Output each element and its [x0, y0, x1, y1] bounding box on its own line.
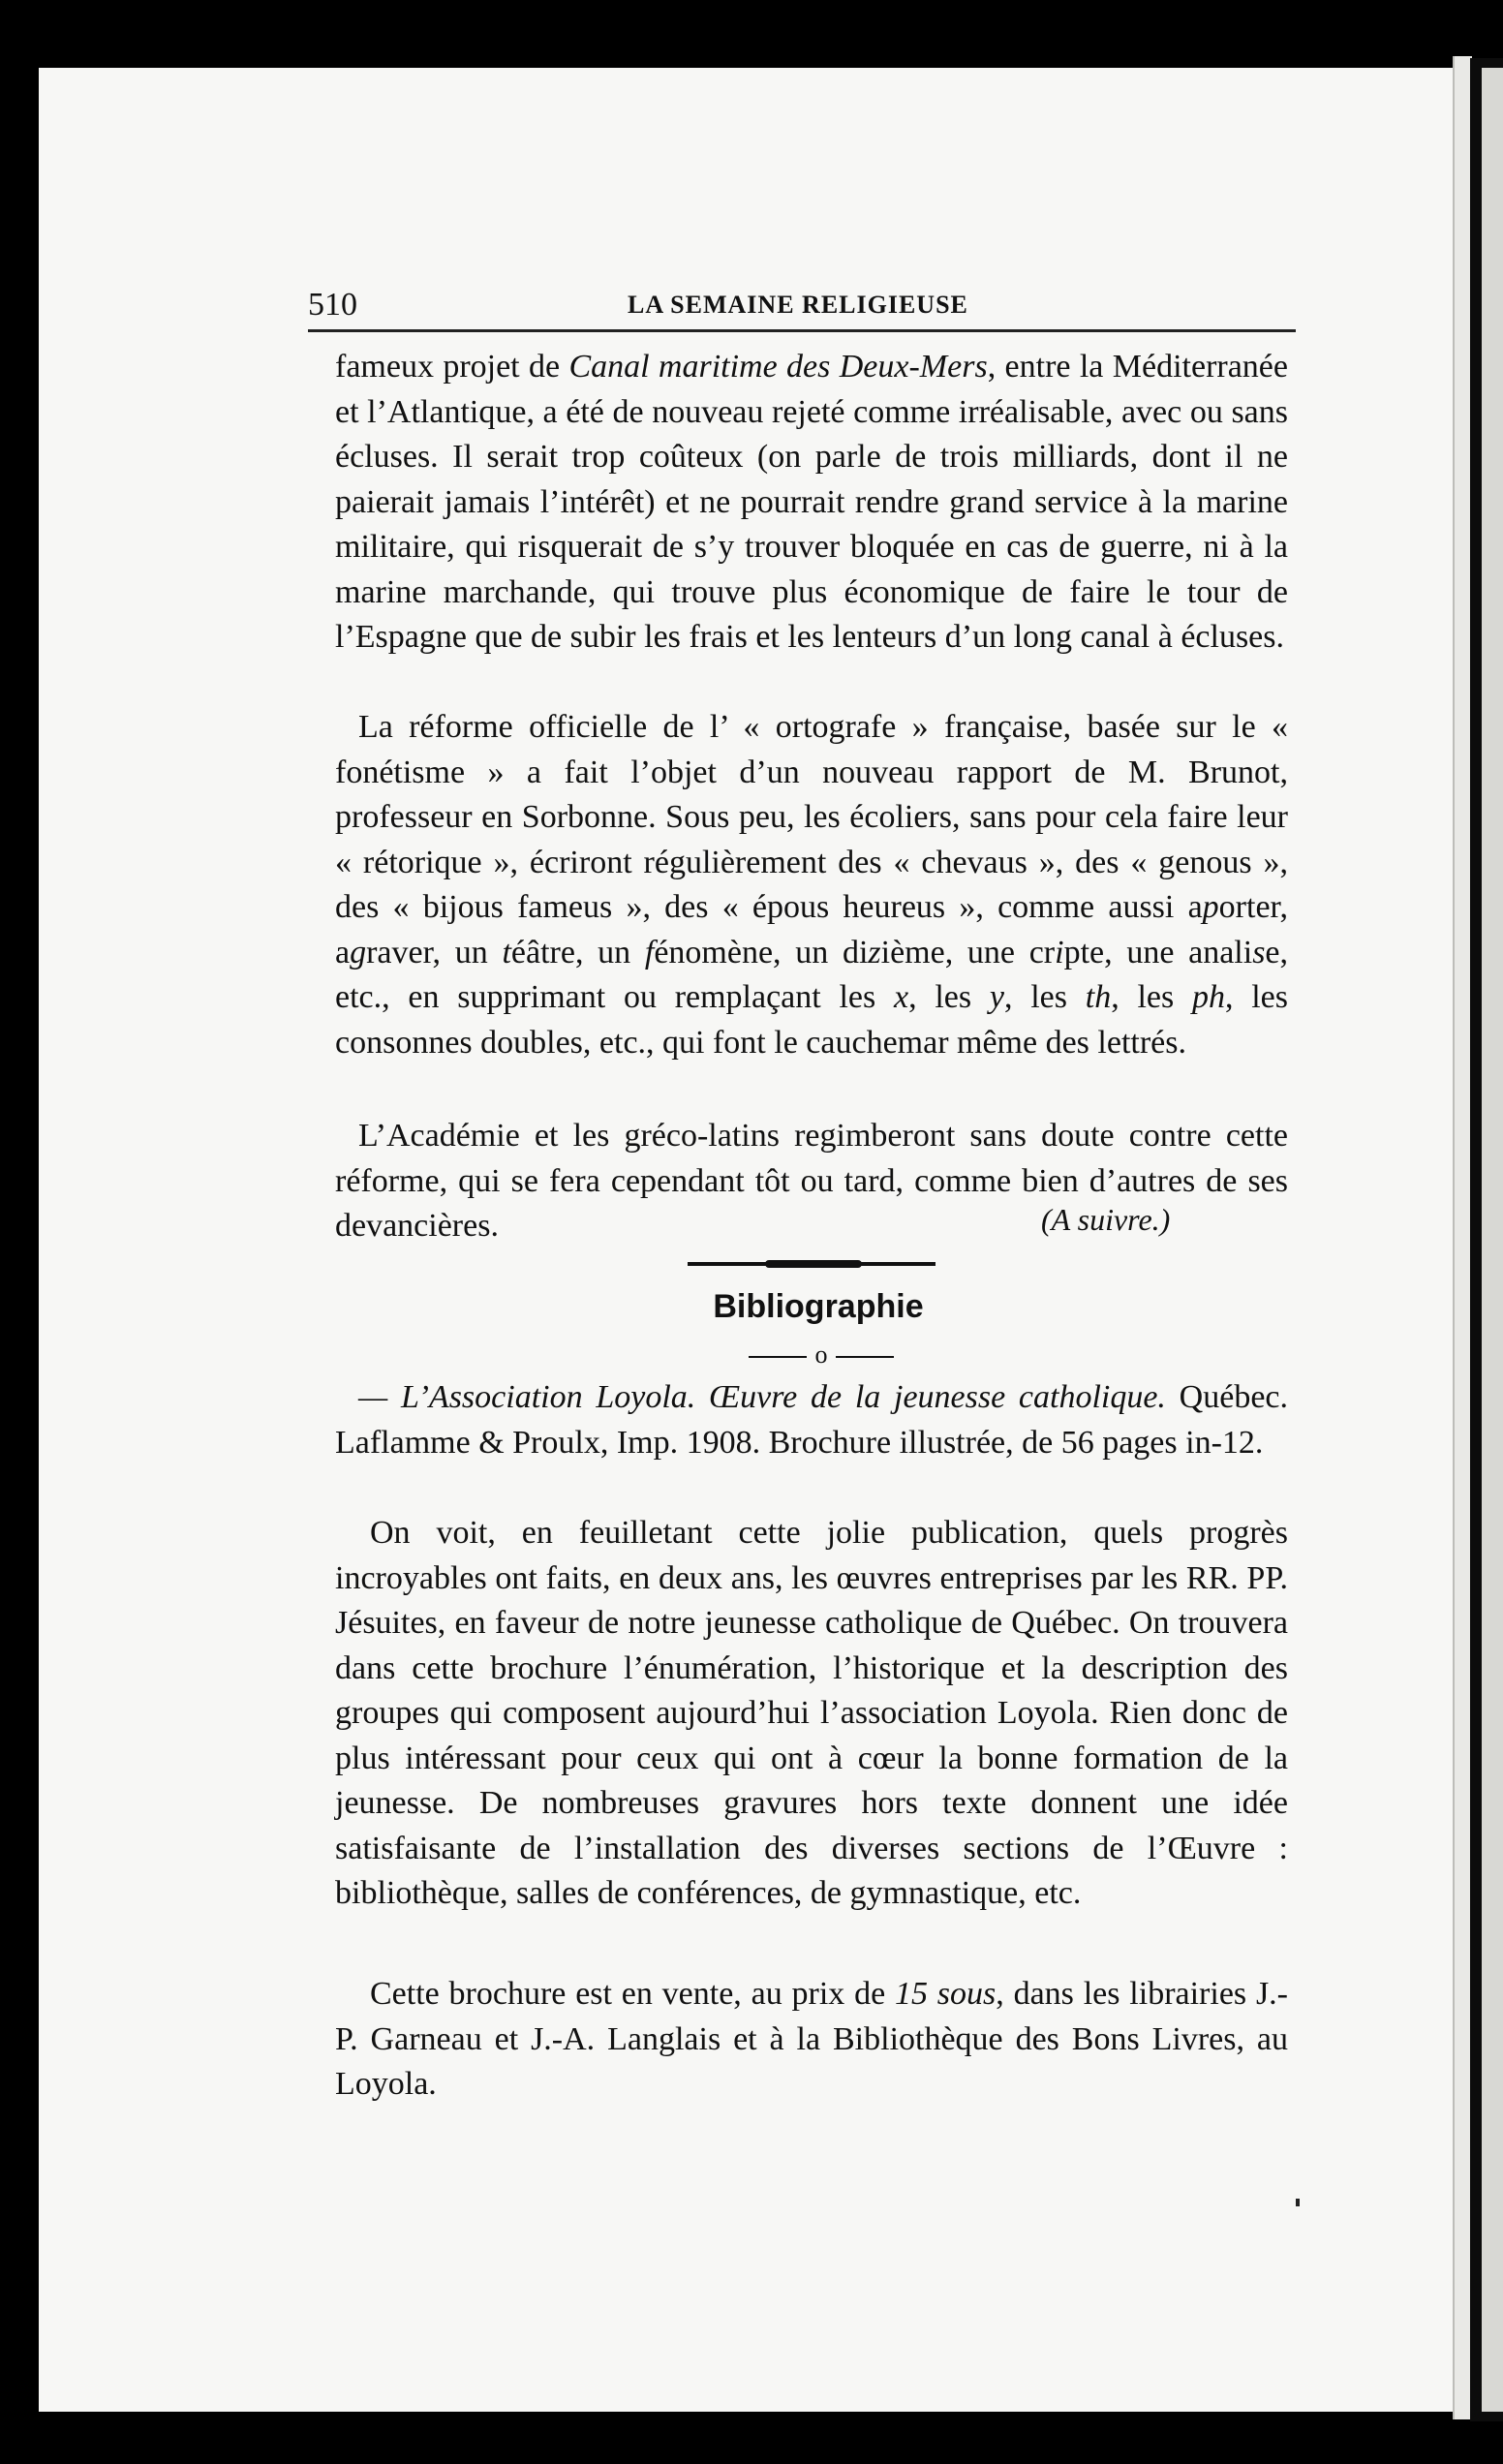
italic-letter: i: [1055, 934, 1064, 970]
page-number: 510: [308, 287, 357, 323]
text-run: raver, un: [366, 934, 503, 970]
header-rule: [308, 329, 1296, 332]
text-run: , entre la Méditerranée et l’Atlantique, a été de nouveau rejeté comme irréalisable, avec ou sans écluses. Il serait trop coûteux (on parle de trois milliards, dont il ne paierait jamais l’intérêt) et ne pourrait rendre grand service à la marine militaire, qui risquerait de s’y trouver bloquée en cas de guerre, ni à la marine marchande, qui trouve plus économique de faire le tour de l’Espagne que de subir les frais et les lenteurs d’un long canal à écluses.: [335, 349, 1288, 655]
text-run: éâtre, un: [510, 934, 645, 970]
paragraph-academie: L’Académie et les gréco-latins regimberont sans doute contre cette réforme, qui se fera cependant tôt ou tard, comme bien d’autres de ses devancières.: [335, 1118, 1288, 1244]
text-run: e, etc., en supprimant ou remplaçant les: [335, 934, 1289, 1015]
italic-letter: s: [1252, 934, 1266, 970]
text-run: ième, une cr: [880, 934, 1056, 970]
paragraph-reforme: [335, 705, 1288, 1065]
running-title: LA SEMAINE RELIGIEUSE: [628, 291, 968, 319]
text-run: , les: [1003, 979, 1086, 1015]
heading-ornament: o: [749, 1342, 894, 1371]
facing-page-edge: [1482, 68, 1503, 2412]
italic-letter: y: [989, 979, 1004, 1015]
italic-letter: x: [894, 979, 909, 1015]
text-run: , les consonnes doubles, etc., qui font le cauchemar même des lettrés.: [335, 979, 1289, 1061]
bibliography-paragraph-1: On voit, en feuilletant cette jolie publication, quels progrès incroyables ont faits, en deux ans, les œuvres entreprises par les RR. PP. Jésuites, en faveur de notre jeunesse catholique de Québec. On trouvera dans cette brochure l’énumération, l’historique et la description des groupes qui composent aujourd’hui l’association Loyola. Rien donc de plus intéressant pour ceux qui ont à cœur la bonne formation de la jeunesse. De nombreuses gravures hors texte donnent une idée satisfaisante de l’installation des diverses sections de l’Œuvre : bibliothèque, salles de conférences, de gymnastique, etc.: [335, 1515, 1288, 1911]
italic-letter: t: [502, 934, 511, 970]
text-run: énomène, un di: [654, 934, 869, 970]
text-run: fameux projet de: [335, 349, 569, 385]
entry-details: Québec. Laflamme & Proulx, Imp. 1908. Brochure illustrée, de 56 pages in-12.: [335, 1379, 1288, 1461]
text-run: pte, une anali: [1063, 934, 1253, 970]
text-run: , dans les librairies J.-P. Garneau et J.-A. Langlais et à la Bibliothèque des Bons Livres, au Loyola.: [335, 1976, 1289, 2102]
italic-letter: th: [1085, 979, 1112, 1015]
page-header: [308, 287, 1292, 325]
text-run: Cette brochure est en vente, au prix de: [370, 1976, 895, 2012]
price-italic: 15 sous: [895, 1976, 997, 2012]
section-separator: [688, 1262, 936, 1266]
italic-letter: g: [350, 934, 367, 970]
italic-letter: ph: [1191, 979, 1225, 1015]
italic-letter: z: [868, 934, 881, 970]
italic-letter: f: [644, 934, 655, 970]
text-run: , les: [1111, 979, 1192, 1015]
bibliography-paragraph-2: [335, 1972, 1288, 2108]
text-run: La réforme officielle de l’ « ortografe » française, basée sur le « fonétisme » a fait l’objet d’un nouveau rapport de M. Brunot, professeur en Sorbonne. Sous peu, les écoliers, sans pour cela faire leur « rétorique », écriront régulièrement des « chevaus », des « genous », des « bijous fameus », des « épous heureus », comme aussi a: [335, 709, 1288, 925]
to-be-continued: (A suivre.): [1041, 1202, 1171, 1237]
italic-letter: p: [1202, 889, 1219, 925]
text-run: , les: [908, 979, 990, 1015]
bibliography-entry: [335, 1375, 1288, 1465]
paragraph-canal: [335, 345, 1288, 661]
text-run: orter, a: [335, 889, 1288, 970]
stray-mark: [1296, 2199, 1300, 2206]
entry-title-italic: — L’Association Loyola. Œuvre de la jeunesse catholique.: [358, 1379, 1166, 1415]
canal-title-italic: Canal maritime des Deux-Mers: [568, 349, 988, 385]
page-edge: [1453, 56, 1472, 2419]
section-heading: Bibliographie: [713, 1288, 924, 1325]
